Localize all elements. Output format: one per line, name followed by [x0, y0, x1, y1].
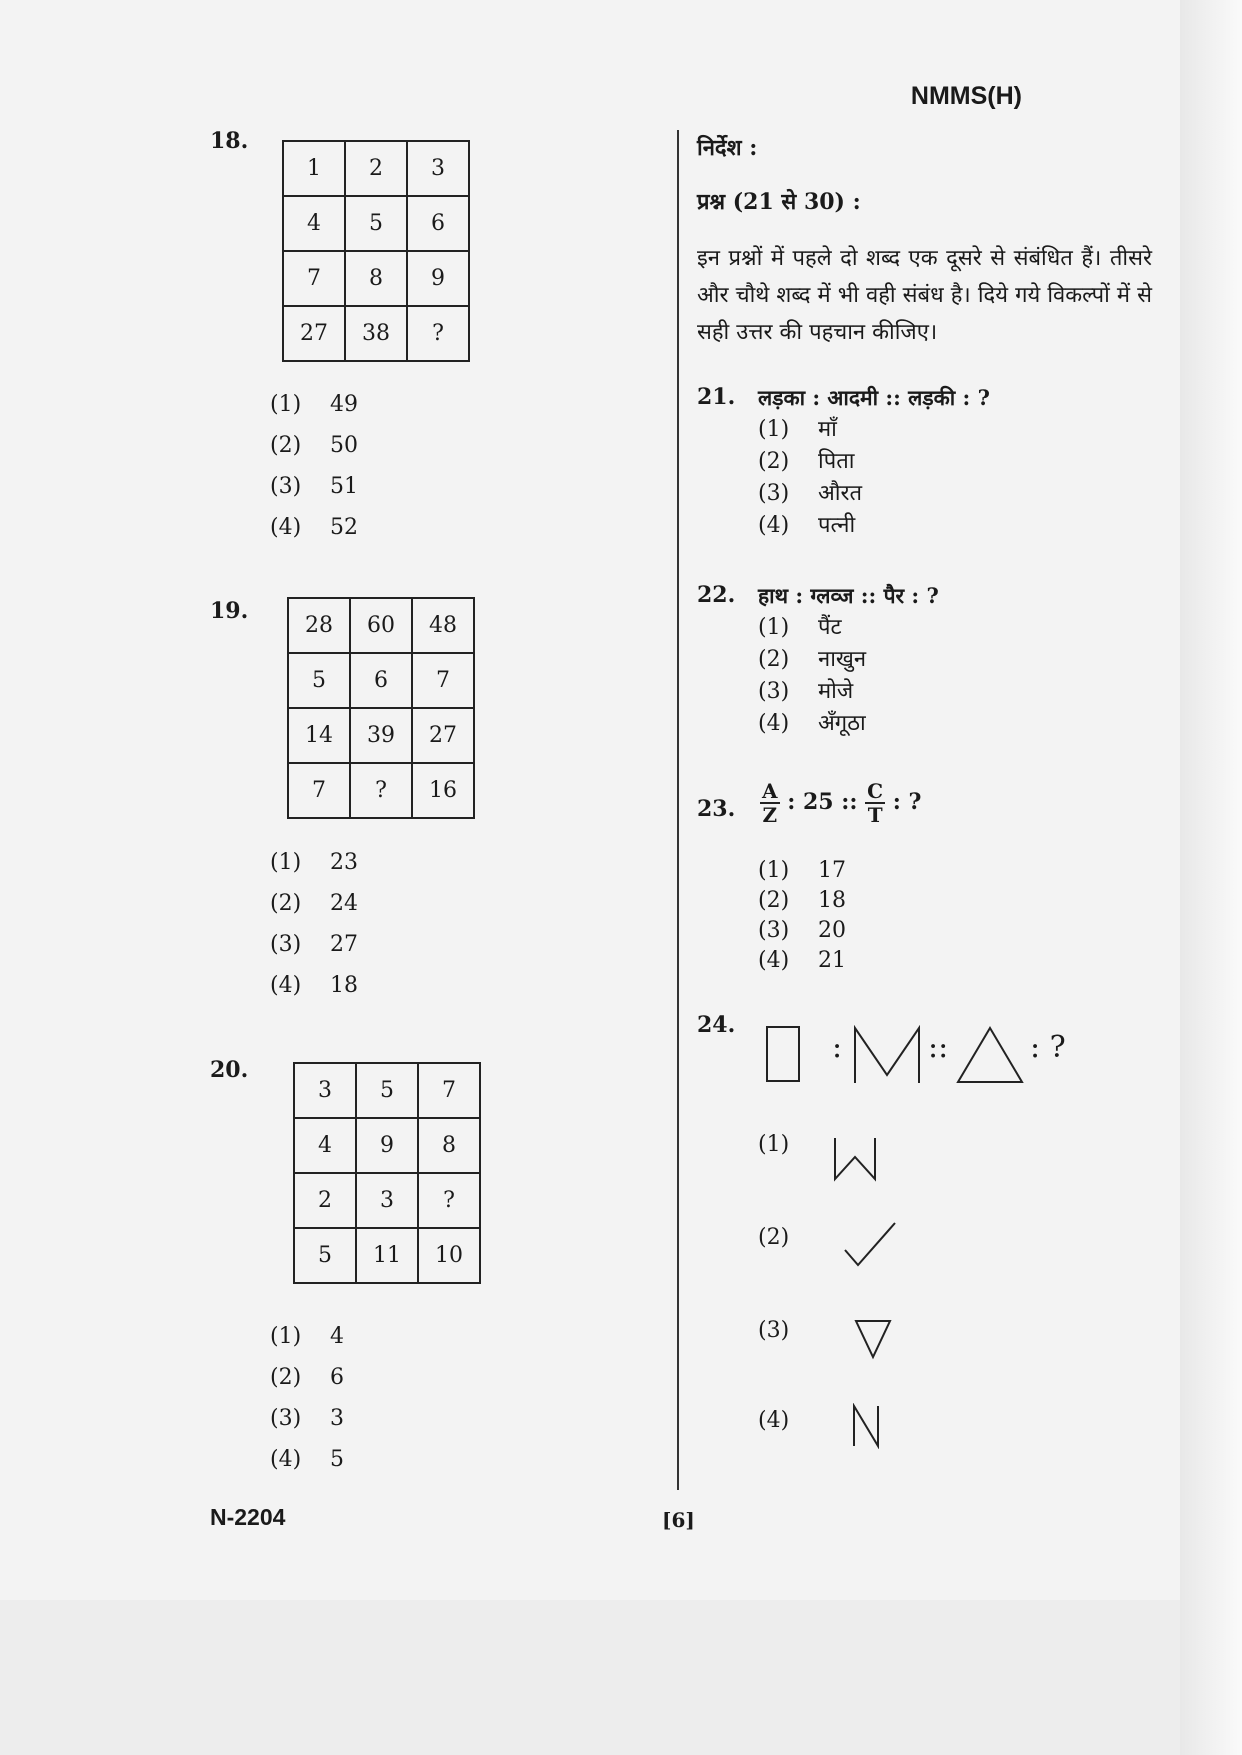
grid-row	[294, 1118, 480, 1173]
fraction-c-numerator: C	[867, 779, 884, 803]
option-value: नाखुन	[818, 647, 867, 672]
question-19-number: 19.	[210, 598, 249, 624]
answer-option	[270, 507, 358, 548]
grid-row	[294, 1228, 480, 1283]
answer-option	[758, 446, 862, 478]
page-edge-shadow	[1180, 0, 1242, 1755]
fraction-a-z	[760, 780, 780, 826]
grid-cell: 9	[356, 1118, 418, 1173]
question-22-number: 22.	[697, 582, 736, 608]
exam-code-header: NMMS(H)	[910, 82, 1022, 110]
grid-cell: 27	[283, 306, 345, 361]
grid-cell: 38	[345, 306, 407, 361]
grid-cell: 10	[418, 1228, 480, 1283]
answer-option	[270, 1316, 344, 1357]
grid-cell: 4	[283, 196, 345, 251]
grid-cell: ?	[407, 306, 469, 361]
option-number: (2)	[758, 449, 790, 474]
option-number: (4)	[758, 711, 790, 736]
question-23-number: 23.	[697, 796, 736, 822]
option-value: अँगूठा	[818, 711, 866, 736]
option-value: मोजे	[818, 679, 854, 704]
option-value: पत्नी	[818, 513, 856, 538]
grid-cell: 5	[356, 1063, 418, 1118]
page-number: [6]	[662, 1508, 695, 1532]
grid-cell: 60	[350, 598, 412, 653]
answer-option	[758, 676, 866, 708]
q23-separator: : 25 ::	[787, 789, 858, 815]
question-18-number: 18.	[210, 128, 249, 154]
grid-cell: 16	[412, 763, 474, 818]
option-number: (2)	[758, 888, 790, 913]
q24-separator-2: ::	[928, 1030, 949, 1065]
answer-option	[270, 384, 358, 425]
option-number: (3)	[758, 481, 790, 506]
option-value: 51	[330, 474, 358, 499]
answer-option	[758, 886, 846, 916]
option-value: 27	[330, 932, 358, 957]
option-number: (2)	[758, 647, 790, 672]
option-value: 49	[330, 392, 358, 417]
check-mark-option-icon	[842, 1220, 898, 1268]
option-value: पिता	[818, 449, 855, 474]
q24-option-1-label: (1)	[758, 1132, 790, 1157]
option-value: 5	[330, 1447, 344, 1472]
option-value: 23	[330, 850, 358, 875]
question-21-options	[758, 414, 862, 542]
grid-cell: 9	[407, 251, 469, 306]
option-number: (1)	[270, 850, 302, 875]
option-number: (3)	[270, 474, 302, 499]
option-value: 50	[330, 433, 358, 458]
question-22-text: हाथ : ग्लव्ज :: पैर : ?	[758, 583, 939, 608]
square-figure-icon	[765, 1025, 801, 1083]
option-number: (4)	[270, 973, 302, 998]
q23-end: : ?	[892, 789, 922, 815]
fraction-a-numerator: A	[762, 779, 778, 803]
grid-cell: 3	[356, 1173, 418, 1228]
answer-option	[758, 708, 866, 740]
answer-option	[758, 414, 862, 446]
grid-cell: 7	[418, 1063, 480, 1118]
fraction-c-t	[865, 780, 885, 826]
fraction-c-denominator: T	[867, 803, 883, 827]
q24-option-2-label: (2)	[758, 1225, 790, 1250]
question-21-text: लड़का : आदमी :: लड़की : ?	[758, 385, 990, 410]
option-number: (3)	[758, 918, 790, 943]
grid-cell: 28	[288, 598, 350, 653]
answer-option	[270, 965, 358, 1006]
grid-row	[294, 1173, 480, 1228]
option-number: (1)	[758, 858, 790, 883]
option-value: 52	[330, 515, 358, 540]
grid-row	[283, 141, 469, 196]
option-number: (1)	[270, 392, 302, 417]
option-value: 3	[330, 1406, 344, 1431]
answer-option	[270, 924, 358, 965]
option-value: पैंट	[818, 615, 842, 640]
option-number: (1)	[758, 417, 790, 442]
grid-cell: 7	[412, 653, 474, 708]
grid-row	[288, 763, 474, 818]
answer-option	[270, 1357, 344, 1398]
grid-cell: 1	[283, 141, 345, 196]
question-20-grid	[293, 1062, 481, 1284]
answer-option	[758, 916, 846, 946]
option-value: औरत	[818, 481, 863, 506]
q24-separator-3: : ?	[1030, 1030, 1066, 1065]
answer-option	[270, 425, 358, 466]
option-number: (4)	[758, 948, 790, 973]
answer-option	[758, 644, 866, 676]
grid-cell: 3	[407, 141, 469, 196]
grid-cell: 5	[288, 653, 350, 708]
fraction-a-denominator: Z	[762, 803, 778, 827]
grid-row	[288, 598, 474, 653]
answer-option	[758, 946, 846, 976]
option-value: 4	[330, 1324, 344, 1349]
grid-cell: 14	[288, 708, 350, 763]
question-22-options	[758, 612, 866, 740]
question-18-grid	[282, 140, 470, 362]
grid-row	[294, 1063, 480, 1118]
inverted-triangle-option-icon	[853, 1318, 893, 1360]
question-24-number: 24.	[697, 1012, 736, 1038]
answer-option	[270, 466, 358, 507]
grid-cell: 48	[412, 598, 474, 653]
grid-row	[283, 196, 469, 251]
option-value: माँ	[818, 417, 837, 442]
column-divider	[677, 130, 679, 1490]
option-number: (2)	[270, 891, 302, 916]
grid-cell: 39	[350, 708, 412, 763]
grid-cell: 11	[356, 1228, 418, 1283]
answer-option	[270, 1439, 344, 1480]
q24-option-4-label: (4)	[758, 1408, 790, 1433]
grid-cell: 2	[345, 141, 407, 196]
n-shape-option-icon	[851, 1403, 881, 1449]
answer-option	[758, 856, 846, 886]
question-20-number: 20.	[210, 1057, 249, 1083]
answer-option	[758, 510, 862, 542]
option-value: 20	[818, 918, 846, 943]
grid-cell: 7	[283, 251, 345, 306]
question-23-expression	[760, 780, 921, 826]
grid-cell: 5	[294, 1228, 356, 1283]
option-value: 24	[330, 891, 358, 916]
grid-cell: 5	[345, 196, 407, 251]
grid-cell: 8	[345, 251, 407, 306]
grid-cell: ?	[350, 763, 412, 818]
answer-option	[270, 883, 358, 924]
m-figure-icon	[852, 1025, 922, 1085]
option-number: (3)	[758, 679, 790, 704]
grid-cell: 6	[350, 653, 412, 708]
grid-cell: 3	[294, 1063, 356, 1118]
grid-cell: 6	[407, 196, 469, 251]
w-shape-option-icon	[832, 1135, 878, 1183]
option-number: (4)	[270, 515, 302, 540]
grid-row	[288, 653, 474, 708]
grid-row	[283, 251, 469, 306]
option-value: 18	[818, 888, 846, 913]
option-value: 21	[818, 948, 846, 973]
option-value: 18	[330, 973, 358, 998]
question-20-options	[270, 1316, 344, 1480]
grid-row	[288, 708, 474, 763]
option-number: (4)	[270, 1447, 302, 1472]
question-18-options	[270, 384, 358, 548]
option-number: (2)	[270, 433, 302, 458]
grid-cell: 2	[294, 1173, 356, 1228]
answer-option	[758, 478, 862, 510]
question-21-number: 21.	[697, 384, 736, 410]
grid-cell: ?	[418, 1173, 480, 1228]
instructions-text: इन प्रश्नों में पहले दो शब्द एक दूसरे से संबंधित हैं। तीसरे और चौथे शब्द में भी वही संबंध है। दिये गये विकल्पों में से सही उत्तर की पहचान कीजिए।	[697, 246, 1152, 345]
q24-option-3-label: (3)	[758, 1318, 790, 1343]
paper-code-footer: N-2204	[210, 1504, 286, 1530]
question-23-options	[758, 856, 846, 976]
question-19-options	[270, 842, 358, 1006]
grid-cell: 4	[294, 1118, 356, 1173]
option-number: (3)	[270, 932, 302, 957]
question-19-grid	[287, 597, 475, 819]
option-number: (1)	[270, 1324, 302, 1349]
grid-cell: 7	[288, 763, 350, 818]
answer-option	[758, 612, 866, 644]
answer-option	[270, 842, 358, 883]
answer-option	[270, 1398, 344, 1439]
option-number: (4)	[758, 513, 790, 538]
option-value: 6	[330, 1365, 344, 1390]
q24-separator-1: :	[832, 1030, 843, 1065]
option-value: 17	[818, 858, 846, 883]
grid-cell: 27	[412, 708, 474, 763]
triangle-figure-icon	[955, 1025, 1025, 1085]
grid-cell: 8	[418, 1118, 480, 1173]
instructions-title: निर्देश :	[697, 135, 758, 161]
option-number: (1)	[758, 615, 790, 640]
grid-row	[283, 306, 469, 361]
option-number: (2)	[270, 1365, 302, 1390]
instructions-range: प्रश्न (21 से 30) :	[697, 189, 861, 215]
option-number: (3)	[270, 1406, 302, 1431]
